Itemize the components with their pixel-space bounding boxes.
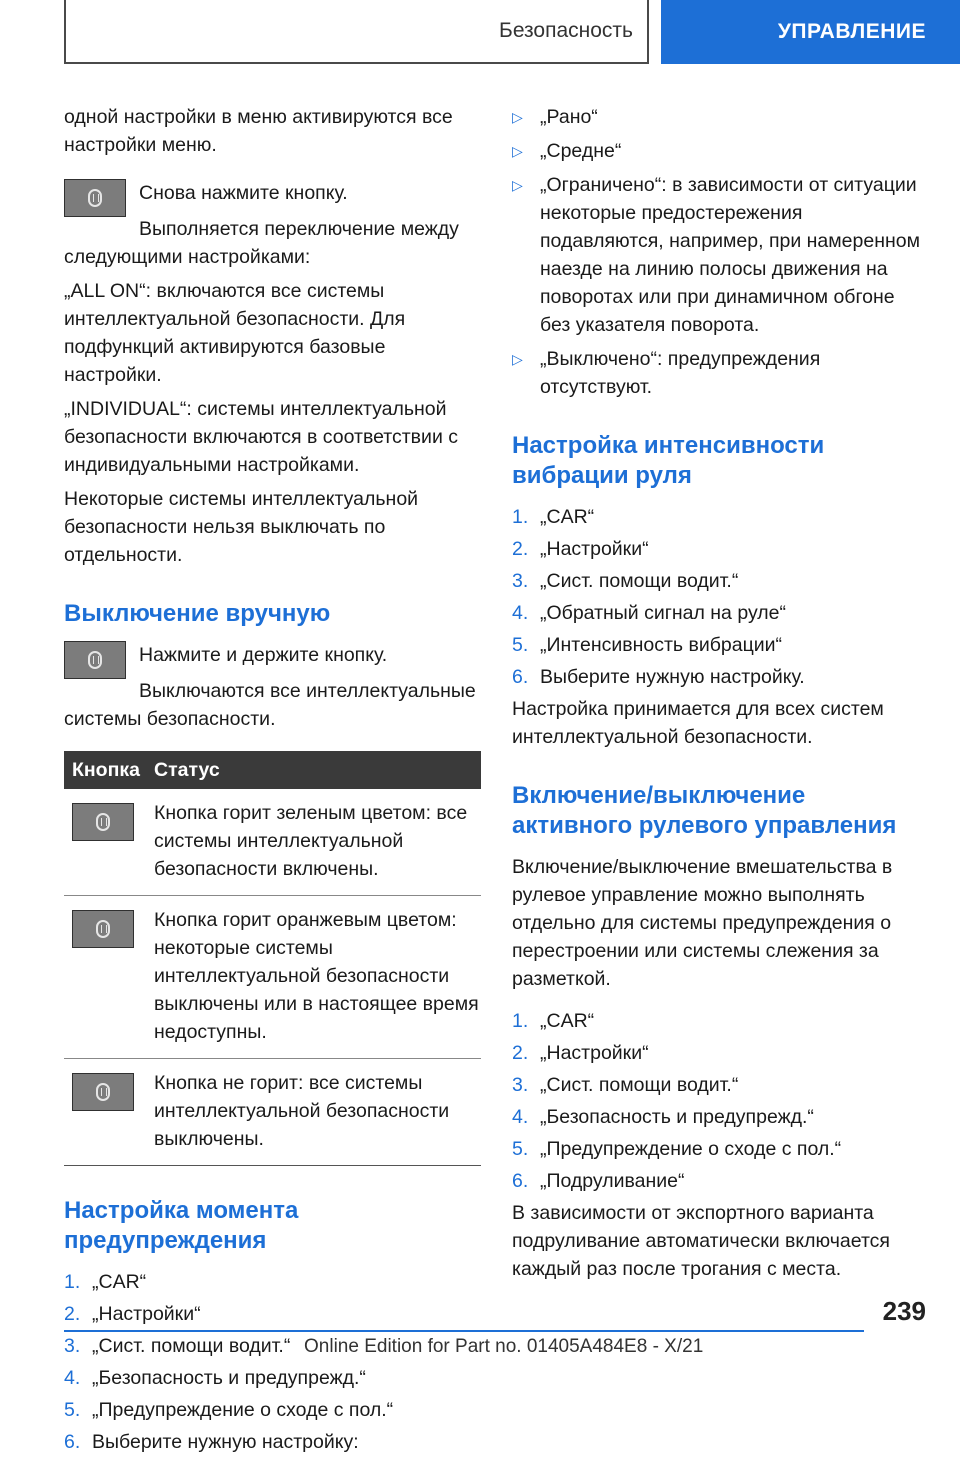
status-table (64, 751, 481, 1166)
list-item: ▷ „Выключено“: предупреждения отсутствуют. (512, 345, 928, 401)
switch-text: Выполняется переключение между следующими настройками: (64, 218, 459, 268)
list-item: 1. „CAR“ (64, 1271, 147, 1293)
manual-off-heading: Выключение вручную (64, 600, 331, 627)
steering-text: Включение/выключение вмешательства в рулевое управление можно выполнять отдельно для системы предупреждения о перестроении или системы слежения за разметкой. (512, 856, 893, 990)
left-column (64, 103, 481, 1460)
safety-button-icon (64, 179, 126, 217)
press-again-row (64, 179, 481, 217)
list-item: 1. „CAR“ (512, 506, 595, 528)
list-item: 3. „Сист. помощи водит.“ (512, 570, 739, 592)
table-cell-status: Кнопка горит зеленым цветом: все системы интеллектуальной безопасности включены. (154, 802, 468, 880)
list-item: 5. „Предупреждение о сходе с пол.“ (512, 1138, 842, 1160)
list-item: 3. „Сист. помощи водит.“ (64, 1335, 291, 1357)
triangle-right-icon: ▷ (512, 109, 523, 125)
footer-edition: Online Edition for Part no. 01405A484E8 - X/21 (304, 1336, 704, 1357)
header-section-label: Безопасность (499, 19, 633, 42)
table-header (64, 751, 481, 789)
list-item: ▷ „Средне“ (512, 137, 928, 165)
list-item: 5. „Предупреждение о сходе с пол.“ (64, 1399, 394, 1421)
list-item: 5. „Интенсивность вибрации“ (512, 634, 783, 656)
safety-button-icon (72, 803, 134, 841)
col-status-header: Статус (154, 759, 220, 781)
press-hold-text: Нажмите и держите кнопку. (139, 644, 388, 666)
list-item: 2. „Настройки“ (64, 1303, 201, 1325)
safety-button-icon (72, 910, 134, 948)
triangle-right-icon: ▷ (512, 177, 523, 193)
list-item: 2. „Настройки“ (512, 538, 649, 560)
individual-text: „INDIVIDUAL“: системы интеллектуальной безопасности включаются в соответствии с индивидуальными настройками. (64, 398, 458, 476)
list-item: 6. „Подруливание“ (512, 1170, 685, 1192)
vibration-note: Настройка принимается для всех систем интеллектуальной безопасности. (512, 698, 884, 748)
intro-text: одной настройки в меню активируются все настройки меню. (64, 106, 453, 156)
list-item: 3. „Сист. помощи водит.“ (512, 1074, 739, 1096)
all-on-text: „ALL ON“: включаются все системы интеллектуальной безопасности. Для подфункций активируются базовые настройки. (64, 280, 406, 386)
header-chapter-tab[interactable] (661, 0, 960, 64)
list-item: 2. „Настройки“ (512, 1042, 649, 1064)
triangle-right-icon: ▷ (512, 143, 523, 159)
table-row (64, 896, 481, 1059)
press-hold-row (64, 641, 481, 679)
list-item: 4. „Обратный сигнал на руле“ (512, 602, 786, 624)
list-item: 6. Выберите нужную настройку: (64, 1431, 359, 1453)
steering-steps (512, 1007, 928, 1195)
list-item: ▷ „Рано“ (512, 103, 928, 131)
vibration-heading: Настройка интенсивности вибрации руля (512, 432, 825, 489)
steering-note: В зависимости от экспортного варианта подруливание автоматически включается каждый раз после трогания с места. (512, 1202, 890, 1280)
right-column (512, 103, 928, 1289)
list-item: 1. „CAR“ (512, 1010, 595, 1032)
table-row (64, 1059, 481, 1166)
some-systems-text: Некоторые системы интеллектуальной безопасности нельзя выключать по отдельности. (64, 488, 419, 566)
header-section-tab[interactable] (64, 0, 649, 64)
table-cell-status: Кнопка горит оранжевым цветом: некоторые системы интеллектуальной безопасности выключены или в настоящее время недоступны. (154, 909, 479, 1043)
list-item: 6. Выберите нужную настройку. (512, 666, 805, 688)
triangle-right-icon: ▷ (512, 351, 523, 367)
safety-button-icon (72, 1073, 134, 1111)
press-again-text: Снова нажмите кнопку. (139, 182, 348, 204)
warn-options (512, 103, 928, 401)
list-item: 4. „Безопасность и предупрежд.“ (512, 1106, 814, 1128)
warn-time-heading: Настройка момента предупреждения (64, 1197, 299, 1254)
steering-heading: Включение/выключение активного рулевого управления (512, 782, 897, 839)
footer-divider (64, 1330, 864, 1332)
safety-button-icon (64, 641, 126, 679)
list-item: 4. „Безопасность и предупрежд.“ (64, 1367, 366, 1389)
vibration-steps (512, 503, 928, 691)
header-chapter-label: УПРАВЛЕНИЕ (777, 20, 926, 43)
warn-time-steps (64, 1268, 481, 1456)
col-button-header: Кнопка (72, 759, 140, 781)
systems-off-text: Выключаются все интеллектуальные системы безопасности. (64, 680, 476, 730)
table-cell-status: Кнопка не горит: все системы интеллектуальной безопасности выключены. (154, 1072, 450, 1150)
list-item: ▷ „Ограничено“: в зависимости от ситуации некоторые предостережения подавляются, например, при намеренном наезде на линию полосы движения на поворотах или при динамичном обгоне без указателя поворота. (512, 171, 928, 339)
table-row (64, 789, 481, 896)
page-number: 239 (882, 1296, 926, 1326)
